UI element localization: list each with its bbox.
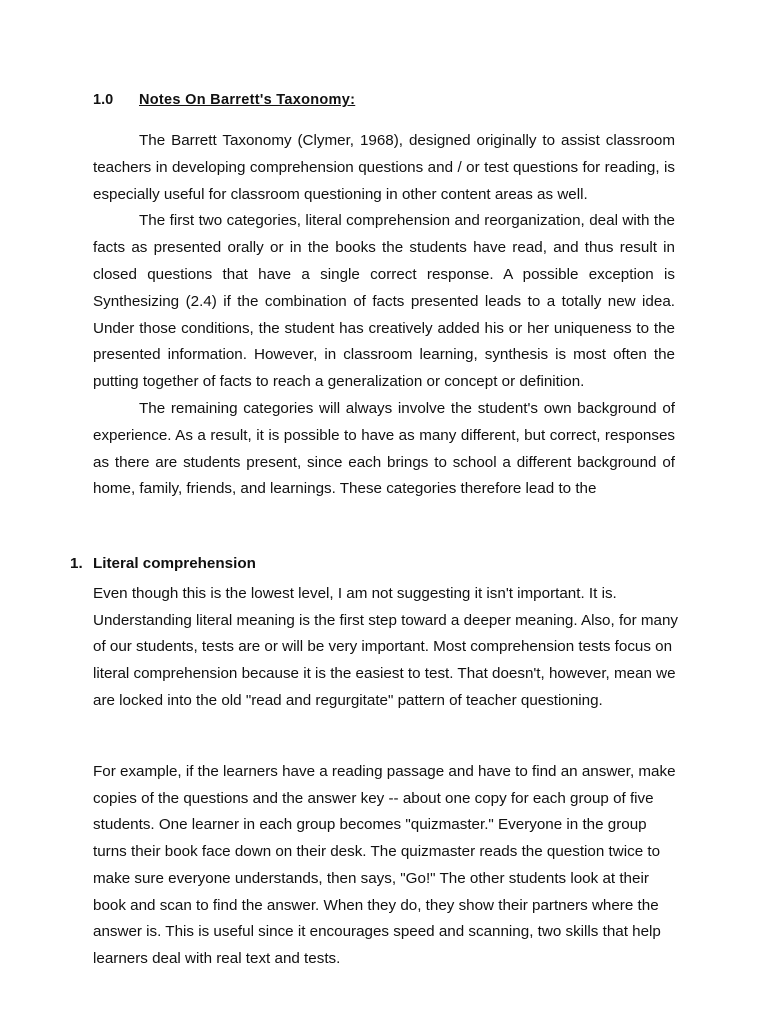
intro-paragraph-3: The remaining categories will always involve the student's own background of experience. As a result, it is possible to have as many different, but correct, responses as there are students present, since each brings to school a different background of home, family, friends, and learnings. These categories therefore lead to the (93, 399, 675, 498)
heading-number: 1.0 (93, 92, 114, 108)
section-heading-notes (93, 92, 355, 108)
section-number: 1. (70, 555, 83, 572)
intro-paragraph-2: The first two categories, literal comprehension and reorganization, deal with the facts as presented orally or in the books the students have read, and thus result in closed questions that have a single correct response. A possible exception is Synthesizing (2.4) if the combination of facts presented leads to a totally new idea. Under those conditions, the student has creatively added his or her uniqueness to the presented information. However, in classroom learning, synthesis is most often the putting together of facts to reach a generalization or concept or definition. (93, 212, 675, 391)
intro-body (93, 128, 675, 503)
intro-paragraph-1: The Barrett Taxonomy (Clymer, 1968), designed originally to assist classroom teachers in developing comprehension questions and / or test questions for reading, is especially useful for classroom questioning in other content areas as well. (93, 132, 675, 203)
literal-comprehension-heading (70, 555, 256, 572)
heading-title: Notes On Barrett's Taxonomy: (139, 92, 356, 108)
section-title: Literal comprehension (93, 555, 256, 572)
literal-paragraph-2: For example, if the learners have a reading passage and have to find an answer, make copies of the questions and the answer key -- about one copy for each group of five students. One learner in each group becomes "quizmaster." Everyone in the group turns their book face down on their desk. The quizmaster reads the question twice to make sure everyone understands, then says, "Go!" The other students look at their book and scan to find the answer. When they do, they show their partners where the answer is. This is useful since it encourages speed and scanning, two skills that help learners deal with real text and tests. (93, 763, 676, 967)
literal-paragraph-1: Even though this is the lowest level, I am not suggesting it isn't important. It is. Understanding literal meaning is the first step toward a deeper meaning. Also, for many of our students, tests are or will be very important. Most comprehension tests focus on literal comprehension because it is the easiest to test. That doesn't, however, mean we are locked into the old "read and regurgitate" pattern of teacher questioning. (93, 585, 679, 709)
literal-paragraph-2-block (93, 759, 683, 973)
literal-paragraph-1-block (93, 581, 683, 715)
